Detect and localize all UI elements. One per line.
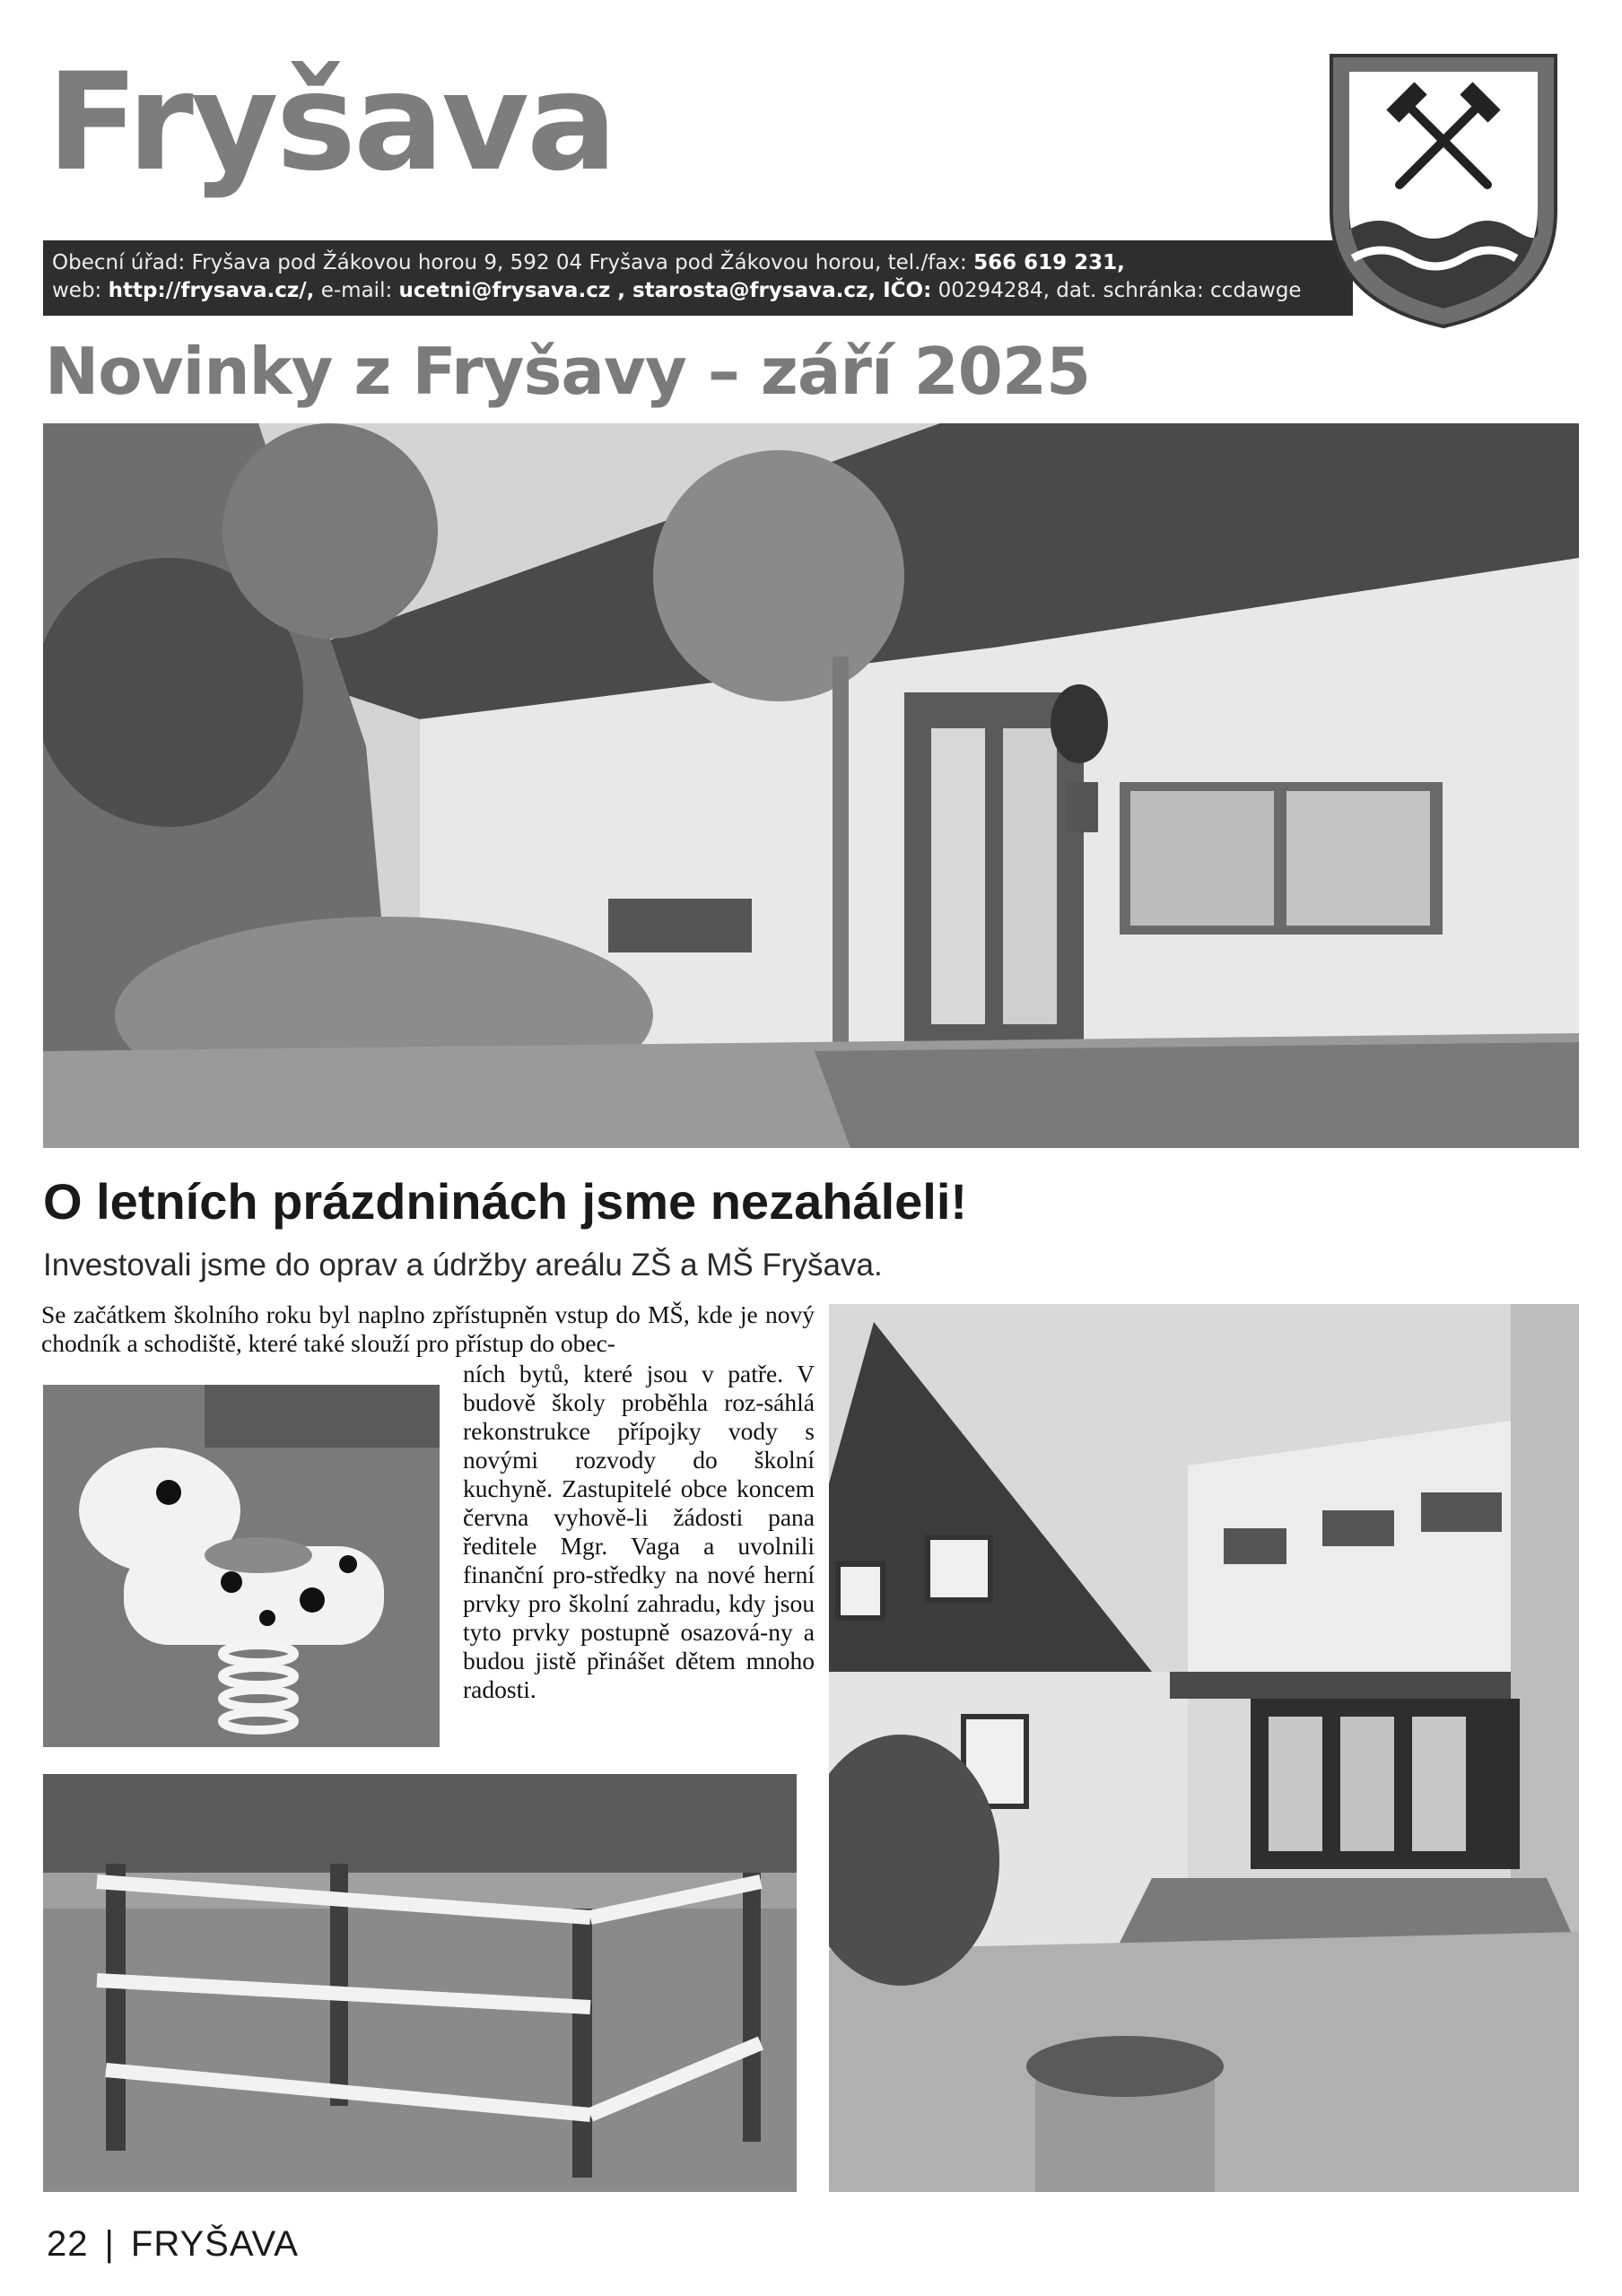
- article-body-intro: Se začátkem školního roku byl naplno zpřístupněn vstup do MŠ, kde je nový chodník a schodiště, které také slouží pro přístup do obec-: [41, 1300, 815, 1357]
- coat-of-arms-icon: [1326, 50, 1561, 332]
- playground-equipment-photo: [43, 1774, 797, 2192]
- issue-title: Novinky z Fryšavy – září 2025: [45, 334, 1091, 409]
- email-label: e-mail:: [314, 279, 399, 302]
- page-footer: [47, 2226, 299, 2262]
- email-links[interactable]: ucetni@frysava.cz , starosta@frysava.cz,: [398, 279, 876, 302]
- phone-number: 566 619 231,: [973, 251, 1125, 274]
- office-address: Obecní úřad: Fryšava pod Žákovou horou 9, 592 04 Fryšava pod Žákovou horou, tel./fax:: [52, 251, 974, 274]
- web-link[interactable]: http://frysava.cz/,: [108, 279, 315, 302]
- ico-value: 00294284, dat. schránka: ccdawge: [931, 279, 1302, 302]
- article-body-column: ních bytů, které jsou v patře. V budově školy proběhla roz-sáhlá rekonstrukce přípojky vody s novými rozvody do školní kuchyně. Zastupitelé obce koncem června vyhově-li žádosti pana ředitele Mgr. Vaga a uvolnili finanční pro-středky na nové herní prvky pro školní zahradu, kdy jsou tyto prvky postupně osazová-ny a budou jistě přinášet dětem mnoho radosti.: [463, 1360, 815, 1703]
- school-building-photo: [829, 1304, 1579, 2192]
- info-line-1: [52, 249, 1353, 277]
- masthead-title: Fryšava: [47, 45, 615, 201]
- article-subhead: Investovali jsme do oprav a údržby areálu ZŠ a MŠ Fryšava.: [43, 1248, 883, 1283]
- web-label: web:: [52, 279, 109, 302]
- article-headline: O letních prázdninách jsme nezaháleli!: [43, 1173, 968, 1230]
- info-line-2: [52, 277, 1353, 305]
- page-number: 22: [47, 2224, 89, 2264]
- dalmatian-spring-rider-photo: [43, 1385, 440, 1747]
- publication-name: FRYŠAVA: [130, 2224, 299, 2264]
- municipal-building-photo: [43, 423, 1579, 1148]
- ico-label: IČO:: [876, 279, 932, 302]
- footer-separator: |: [104, 2224, 115, 2264]
- municipal-info-bar: [43, 240, 1353, 316]
